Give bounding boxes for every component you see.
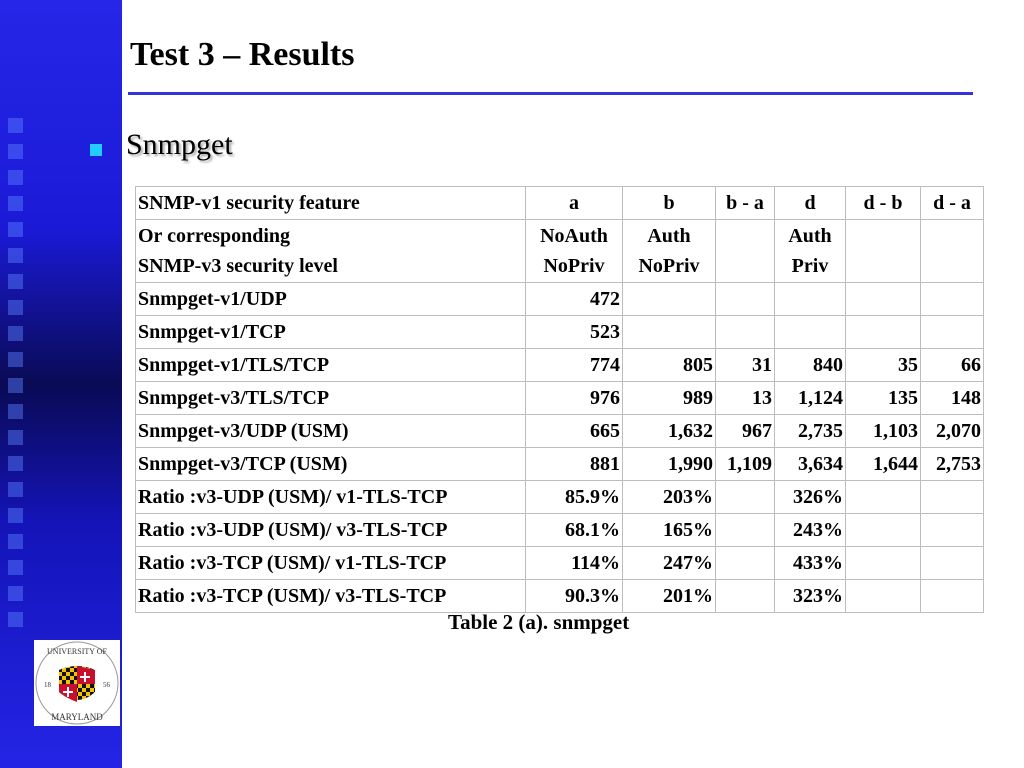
table-row [136, 382, 984, 415]
row-label-cell: Snmpget-v1/TCP [136, 316, 526, 349]
header-cell: d - a [921, 187, 984, 220]
value-cell: 323% [775, 580, 846, 613]
value-cell: 1,103 [846, 415, 921, 448]
security-level-row [136, 220, 984, 283]
level-a-line: NoAuth [540, 225, 608, 247]
logo-year-left: 18 [44, 681, 51, 689]
value-cell [921, 481, 984, 514]
value-cell [775, 283, 846, 316]
header-cell: a [526, 187, 623, 220]
level-label-cell [136, 220, 526, 283]
row-label-cell: Ratio :v3-UDP (USM)/ v3-TLS-TCP [136, 514, 526, 547]
value-cell: 881 [526, 448, 623, 481]
row-label-cell: Snmpget-v1/UDP [136, 283, 526, 316]
value-cell: 68.1% [526, 514, 623, 547]
value-cell: 165% [623, 514, 716, 547]
value-cell: 805 [623, 349, 716, 382]
value-cell: 989 [623, 382, 716, 415]
value-cell: 523 [526, 316, 623, 349]
value-cell [623, 283, 716, 316]
level-cell-db [846, 220, 921, 283]
value-cell: 2,735 [775, 415, 846, 448]
value-cell: 1,644 [846, 448, 921, 481]
value-cell [716, 283, 775, 316]
value-cell: 1,124 [775, 382, 846, 415]
row-label-cell: Snmpget-v3/TLS/TCP [136, 382, 526, 415]
value-cell [775, 316, 846, 349]
level-cell-a [526, 220, 623, 283]
value-cell: 774 [526, 349, 623, 382]
bullet-text: Snmpget [126, 128, 233, 161]
value-cell: 203% [623, 481, 716, 514]
value-cell [846, 547, 921, 580]
value-cell: 90.3% [526, 580, 623, 613]
row-label-cell: Ratio :v3-TCP (USM)/ v3-TLS-TCP [136, 580, 526, 613]
value-cell: 13 [716, 382, 775, 415]
value-cell [846, 316, 921, 349]
level-cell-ba [716, 220, 775, 283]
value-cell: 665 [526, 415, 623, 448]
level-cell-d [775, 220, 846, 283]
level-cell-b [623, 220, 716, 283]
sidebar-squares-decoration [0, 118, 40, 678]
value-cell [716, 481, 775, 514]
value-cell [921, 514, 984, 547]
value-cell: 1,990 [623, 448, 716, 481]
value-cell: 114% [526, 547, 623, 580]
table-row [136, 349, 984, 382]
value-cell [846, 283, 921, 316]
table-caption: Table 2 (a). snmpget [448, 610, 630, 634]
value-cell: 1,632 [623, 415, 716, 448]
results-table [135, 186, 984, 613]
value-cell: 201% [623, 580, 716, 613]
value-cell: 148 [921, 382, 984, 415]
level-d-line: Priv [791, 255, 829, 277]
row-label-cell: Snmpget-v1/TLS/TCP [136, 349, 526, 382]
table-row [136, 283, 984, 316]
slide-title: Test 3 – Results [130, 36, 355, 73]
table-row [136, 580, 984, 613]
value-cell: 66 [921, 349, 984, 382]
bullet-square-icon [90, 144, 102, 156]
level-label-line: SNMP-v3 security level [138, 255, 338, 277]
value-cell [623, 316, 716, 349]
value-cell: 2,753 [921, 448, 984, 481]
table-header-row [136, 187, 984, 220]
value-cell [921, 283, 984, 316]
header-cell: b [623, 187, 716, 220]
university-of-maryland-logo [34, 640, 120, 726]
table-row [136, 448, 984, 481]
header-cell: b - a [716, 187, 775, 220]
value-cell: 3,634 [775, 448, 846, 481]
row-label-cell: Snmpget-v3/TCP (USM) [136, 448, 526, 481]
logo-text-bottom: MARYLAND [51, 712, 103, 722]
value-cell [921, 580, 984, 613]
value-cell [716, 316, 775, 349]
header-cell: d [775, 187, 846, 220]
level-label-line: Or corresponding [138, 225, 291, 247]
value-cell [921, 547, 984, 580]
value-cell [846, 580, 921, 613]
value-cell: 976 [526, 382, 623, 415]
value-cell [846, 481, 921, 514]
value-cell: 85.9% [526, 481, 623, 514]
value-cell: 433% [775, 547, 846, 580]
table-row [136, 316, 984, 349]
level-d-line: Auth [788, 225, 832, 247]
value-cell: 135 [846, 382, 921, 415]
value-cell [921, 316, 984, 349]
value-cell: 247% [623, 547, 716, 580]
value-cell: 967 [716, 415, 775, 448]
logo-year-right: 56 [103, 681, 110, 689]
table-row [136, 481, 984, 514]
value-cell: 472 [526, 283, 623, 316]
table-body [136, 283, 984, 613]
level-b-line: Auth [647, 225, 691, 247]
value-cell: 2,070 [921, 415, 984, 448]
row-label-cell: Ratio :v3-UDP (USM)/ v1-TLS-TCP [136, 481, 526, 514]
row-label-cell: Ratio :v3-TCP (USM)/ v1-TLS-TCP [136, 547, 526, 580]
maryland-seal-icon [34, 640, 120, 726]
value-cell [846, 514, 921, 547]
header-cell: d - b [846, 187, 921, 220]
table-row [136, 547, 984, 580]
value-cell [716, 547, 775, 580]
value-cell: 326% [775, 481, 846, 514]
value-cell: 35 [846, 349, 921, 382]
level-b-line: NoPriv [638, 255, 700, 277]
value-cell: 31 [716, 349, 775, 382]
value-cell: 1,109 [716, 448, 775, 481]
header-cell: SNMP-v1 security feature [136, 187, 526, 220]
value-cell [716, 514, 775, 547]
table-row [136, 514, 984, 547]
table-row [136, 415, 984, 448]
value-cell: 243% [775, 514, 846, 547]
logo-text-top: UNIVERSITY OF [47, 647, 107, 656]
value-cell: 840 [775, 349, 846, 382]
title-underline [128, 92, 973, 95]
value-cell [716, 580, 775, 613]
level-cell-da [921, 220, 984, 283]
level-a-line: NoPriv [543, 255, 605, 277]
row-label-cell: Snmpget-v3/UDP (USM) [136, 415, 526, 448]
